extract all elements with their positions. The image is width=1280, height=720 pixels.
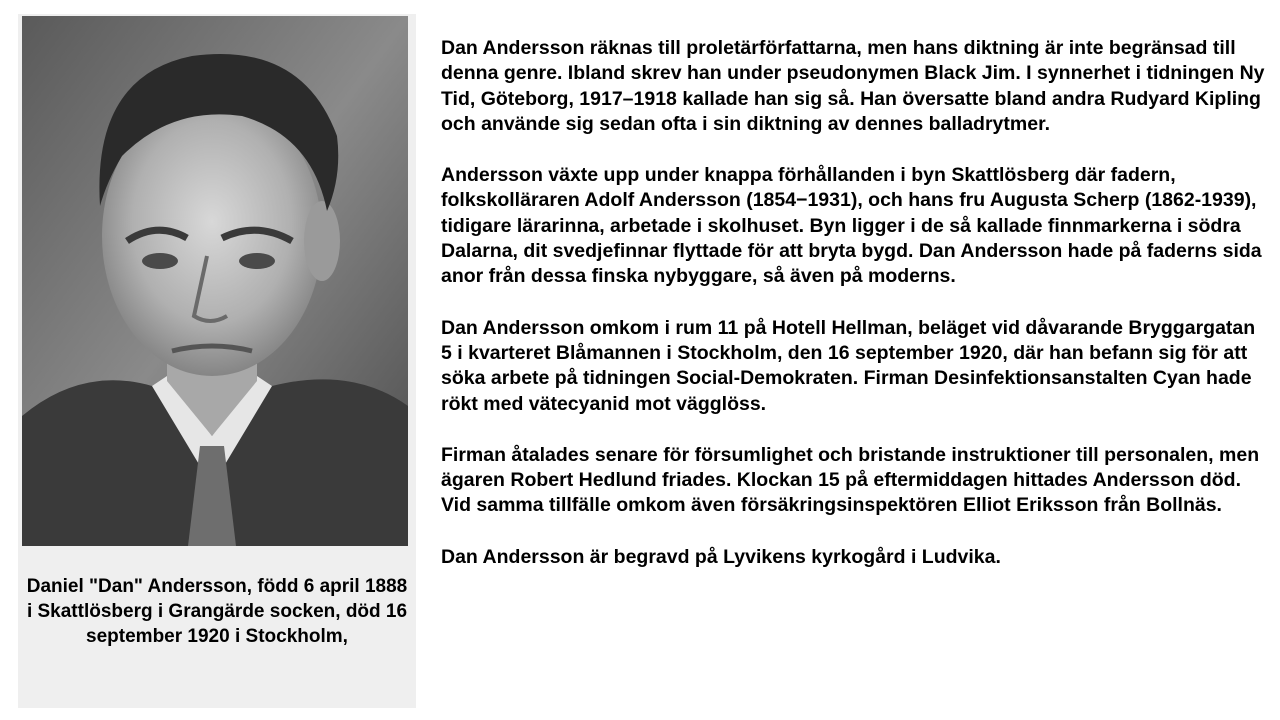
paragraph-death: Dan Andersson omkom i rum 11 på Hotell Hellman, beläget vid dåvarande Bryggargatan 5 i kvarteret Blåmannen i Stockholm, den 16 september 1920, där han befann sig för att söka arbete på tidningen Social-Demokraten. Firman Desinfektionsanstalten Cyan hade rökt med vätecyanid mot vägglöss. [441,316,1256,415]
paragraph-trial: Firman åtalades senare för försumlighet och bristande instruktioner till personalen, men ägaren Robert Hedlund friades. Klockan 15 på eftermiddagen hittades Andersson död. Vid samma tillfälle omkom även försäkringsinspektören Elliot Eriksson från Bollnäs. [441,443,1260,517]
portrait-caption: Daniel "Dan" Andersson, född 6 april 1888 i Skattlösberg i Grangärde socken, död 16 september 1920 i Stockholm, [26,576,408,647]
portrait-panel [18,14,416,708]
article-text [441,36,1267,596]
paragraph-childhood: Andersson växte upp under knappa förhållanden i byn Skattlösberg där fadern, folkskolläraren Adolf Andersson (1854−1931), och hans fru Augusta Scherp (1862-1939), tidigare lärarinna, arbetade i skolhuset. Byn ligger i de så kallade finnmarkerna i södra Dalarna, dit svedjefinnar flyttade för att bryta bygd. Dan Andersson hade på faderns sida anor från dessa finska nybyggare, så även på moderns. [441,164,1262,288]
paragraph-burial: Dan Andersson är begravd på Lyvikens kyrkogård i Ludvika. [441,545,1001,568]
paragraph-proletarian-writer: Dan Andersson räknas till proletärförfattarna, men hans diktning är inte begränsad till denna genre. Ibland skrev han under pseudonymen Black Jim. I synnerhet i tidningen Ny Tid, Göteborg, 1917–1918 kallade han sig så. Han översatte bland andra Rudyard Kipling och använde sig sedan ofta i sin diktning av dennes balladrytmer. [441,37,1265,135]
portrait-photo [22,16,408,546]
